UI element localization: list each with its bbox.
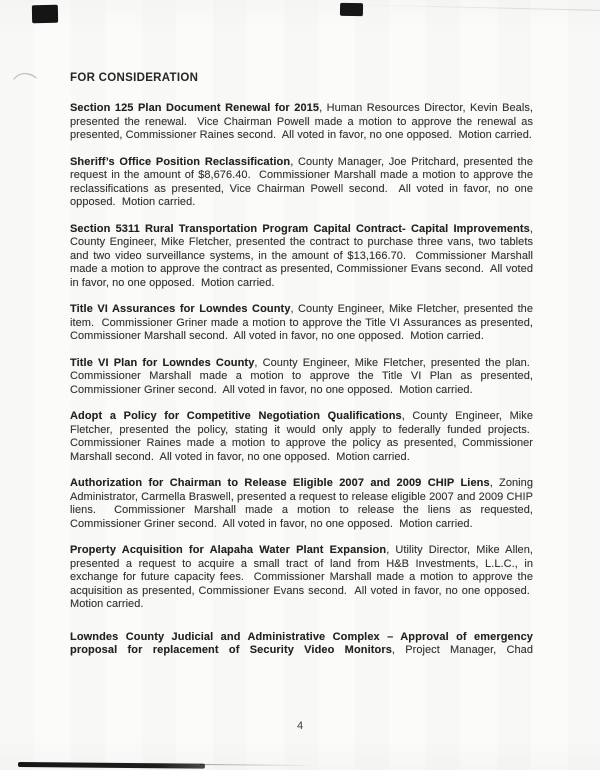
scan-edge-line-top-right (343, 4, 600, 11)
minutes-item-section-125 (70, 102, 533, 143)
minutes-item-property-acquisition (70, 544, 533, 612)
document-body (70, 72, 533, 658)
item-body: , Project Manager, Chad (391, 644, 533, 656)
item-body: , County Engineer, Mike Fletcher, presented the item. Commissioner Griner made a motion to approve the Title VI Assurances as presented, Commissioner Marshall second. All voted in favor, no one opposed. Motion carried. (70, 303, 534, 342)
item-title: Section 5311 Rural Transportation Program Capital Contract- Capital Improvements (70, 222, 530, 235)
scan-artifact-top-left (32, 5, 58, 23)
minutes-item-title-vi-plan (70, 357, 533, 398)
section-heading: FOR CONSIDERATION (70, 72, 199, 84)
scan-artifact-bottom-bar (18, 762, 205, 769)
item-title: Title VI Plan for Lowndes County (70, 356, 255, 369)
item-body: , County Engineer, Mike Fletcher, presented the policy, stating it would only apply to federally funded projects. Commissioner Raines made a motion to approve the policy as presented, Commissioner Marshall second. All voted in favor, no one opposed. Motion carried. (70, 410, 533, 463)
item-title: Adopt a Policy for Competitive Negotiation Qualifications (70, 410, 402, 422)
item-title: Property Acquisition for Alapaha Water Plant Expansion (70, 544, 387, 556)
minutes-item-section-5311 (70, 223, 533, 291)
minutes-item-sheriff-reclassification (70, 156, 533, 210)
item-title: Sheriff’s Office Position Reclassification (70, 155, 291, 168)
item-body: , Utility Director, Mike Allen, presented a request to acquire a small tract of land from H&B Investments, L.L.C., in exchange for future capacity fees. Commissioner Marshall made a motion to approve the acquisition as presented, Commissioner Evans second. All voted in favor, no one opposed. Motion carried. (70, 544, 534, 610)
scan-edge-line-bottom (200, 764, 310, 766)
minutes-item-negotiation-policy (70, 410, 533, 464)
item-title: Section 125 Plan Document Renewal for 2015 (70, 102, 320, 114)
minutes-item-judicial-complex (70, 631, 533, 658)
item-title: Title VI Assurances for Lowndes County (70, 303, 291, 315)
pencil-squiggle-mark (12, 70, 38, 86)
page-number: 4 (296, 720, 304, 732)
item-title: Authorization for Chairman to Release Eligible 2007 and 2009 CHIP Liens (70, 477, 490, 489)
item-body: , Human Resources Director, Kevin Beals, presented the renewal. Vice Chairman Powell made a motion to approve the renewal as presented, Commissioner Raines second. All voted in favor, no one opposed. Motion carried. (70, 102, 533, 141)
item-body: , County Engineer, Mike Fletcher, presented the contract to purchase three vans, two tablets and two video surveillance systems, in the amount of $13,166.70. Commissioner Marshall made a motion to approve the contract as presented, Commissioner Evans second. All voted in favor, no one opposed. Motion carried. (70, 222, 533, 289)
minutes-item-title-vi-assurances (70, 303, 533, 344)
item-body: , County Engineer, Mike Fletcher, presented the plan. Commissioner Marshall made a motion to approve the Title VI Plan as presented, Commissioner Griner second. All voted in favor, no one opposed. Motion carried. (70, 356, 533, 396)
item-body: , Zoning Administrator, Carmella Braswell, presented a request to release eligible 2007 and 2009 CHIP liens. Commissioner Marshall made a motion to release the liens as requested, Commissioner Griner second. All voted in favor, no one opposed. Motion carried. (70, 477, 533, 530)
minutes-item-chip-liens (70, 477, 533, 531)
item-body: , County Manager, Joe Pritchard, presented the request in the amount of $8,676.40. Commissioner Marshall made a motion to approve the reclassifications as presented, Vice Chairman Powell second. All voted in favor, no one opposed. Motion carried. (70, 155, 533, 208)
item-title: Lowndes County Judicial and Administrative Complex – Approval of emergency proposal for replacement of Security Video Monitors (70, 630, 533, 656)
